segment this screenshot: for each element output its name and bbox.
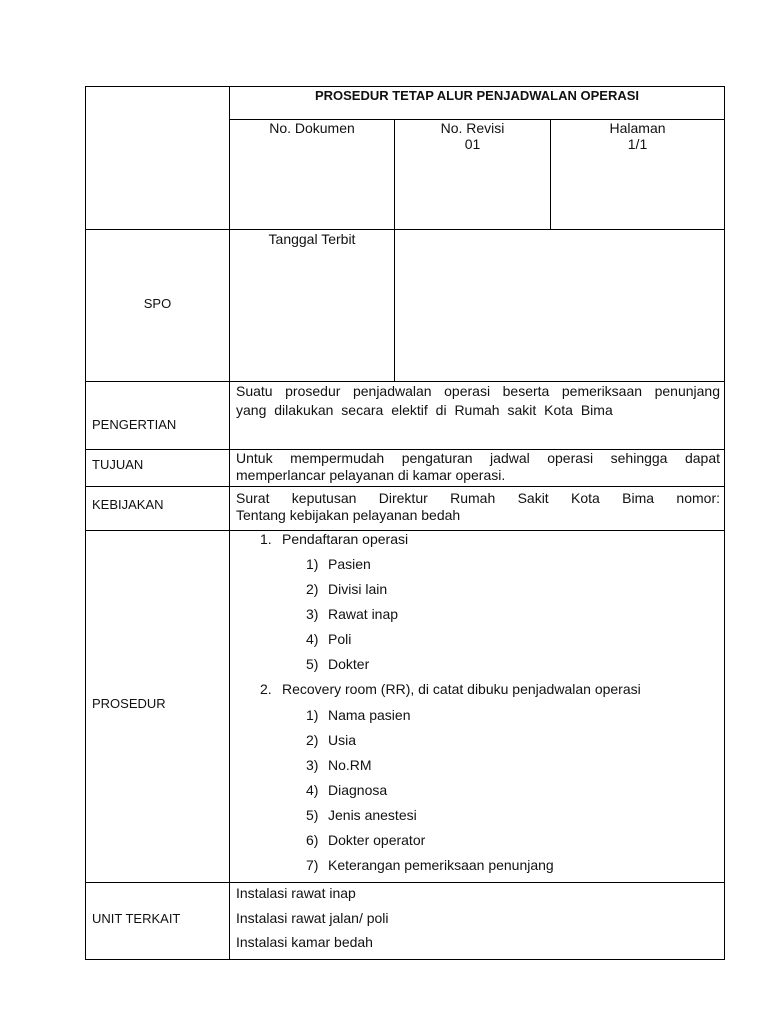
prosedur-label: PROSEDUR	[92, 696, 166, 711]
document-title: PROSEDUR TETAP ALUR PENJADWALAN OPERASI	[314, 88, 640, 103]
sub-number: 6)	[306, 832, 319, 848]
table-border-left	[85, 86, 86, 960]
sub-text: Divisi lain	[328, 581, 388, 597]
sub-number: 2)	[306, 581, 319, 597]
list-item	[306, 556, 371, 573]
list-item	[306, 631, 351, 648]
step-number: 2.	[260, 681, 272, 697]
sub-number: 4)	[306, 631, 319, 647]
pengertian-label: PENGERTIAN	[92, 417, 177, 432]
sub-text: Pasien	[328, 556, 371, 572]
list-item	[306, 581, 387, 598]
sub-number: 3)	[306, 757, 319, 773]
tanggal-terbit-label: Tanggal Terbit	[268, 231, 356, 247]
spo-row-divider	[85, 381, 725, 382]
tujuan-row-divider	[85, 486, 725, 487]
list-item	[306, 606, 398, 623]
table-border-bottom	[85, 959, 725, 960]
tujuan-label: TUJUAN	[92, 457, 144, 472]
sub-number: 4)	[306, 782, 319, 798]
sub-text: Dokter	[328, 656, 370, 672]
list-item	[306, 656, 369, 673]
sub-text: Dokter operator	[328, 832, 426, 848]
prosedur-step-2	[260, 681, 641, 698]
list-item	[306, 807, 417, 824]
label-column-divider	[229, 86, 230, 960]
sub-number: 1)	[306, 707, 319, 723]
sub-number: 3)	[306, 606, 319, 622]
kebijakan-label: KEBIJAKAN	[92, 497, 164, 512]
prosedur-row-divider	[85, 882, 725, 883]
list-item	[306, 707, 411, 724]
sub-text: Jenis anestesi	[328, 807, 417, 823]
sub-text: Rawat inap	[328, 606, 399, 622]
halaman-value: 1/1	[627, 136, 648, 152]
kebijakan-line-1: Surat keputusan Direktur Rumah Sakit Kota Bima nomor:	[236, 490, 720, 506]
sub-text: Poli	[328, 631, 352, 647]
step-number: 1.	[260, 531, 272, 547]
kebijakan-line-2: Tentang kebijakan pelayanan bedah	[236, 507, 461, 523]
step-text: Pendaftaran operasi	[282, 531, 409, 547]
unit-item: Instalasi kamar bedah	[236, 934, 373, 950]
list-item	[306, 757, 372, 774]
table-border-right	[724, 86, 725, 960]
dokumen-divider	[394, 119, 395, 381]
sub-text: Usia	[328, 732, 357, 748]
list-item	[306, 732, 356, 749]
no-revisi-label: No. Revisi	[440, 120, 505, 136]
sub-number: 2)	[306, 732, 319, 748]
sub-text: Keterangan pemeriksaan penunjang	[328, 857, 554, 873]
tujuan-line-1: Untuk mempermudah pengaturan jadwal operasi sehingga dapat	[236, 450, 720, 466]
list-item	[306, 832, 425, 849]
step-text: Recovery room (RR), di catat dibuku penjadwalan operasi	[282, 681, 641, 697]
sub-text: No.RM	[328, 757, 372, 773]
list-item	[306, 782, 387, 799]
pengertian-line-1: Suatu prosedur penjadwalan operasi beserta pemeriksaan penunjang	[236, 383, 720, 399]
sub-text: Nama pasien	[328, 707, 411, 723]
unit-item: Instalasi rawat jalan/ poli	[236, 910, 389, 926]
pengertian-line-2: yang dilakukan secara elektif di Rumah sakit Kota Bima	[236, 402, 613, 418]
prosedur-step-1	[260, 531, 408, 548]
tujuan-line-2: memperlancar pelayanan di kamar operasi.	[236, 467, 506, 483]
halaman-label: Halaman	[609, 120, 666, 136]
sub-number: 5)	[306, 656, 319, 672]
sub-number: 1)	[306, 556, 319, 572]
sub-number: 5)	[306, 807, 319, 823]
spo-label: SPO	[143, 296, 172, 311]
list-item	[306, 857, 554, 874]
sub-text: Diagnosa	[328, 782, 388, 798]
sub-number: 7)	[306, 857, 319, 873]
unit-item: Instalasi rawat inap	[236, 885, 356, 901]
no-revisi-value: 01	[464, 136, 481, 152]
unit-terkait-label: UNIT TERKAIT	[92, 911, 181, 926]
header-row-divider	[85, 229, 725, 230]
no-dokumen-label: No. Dokumen	[269, 120, 355, 136]
